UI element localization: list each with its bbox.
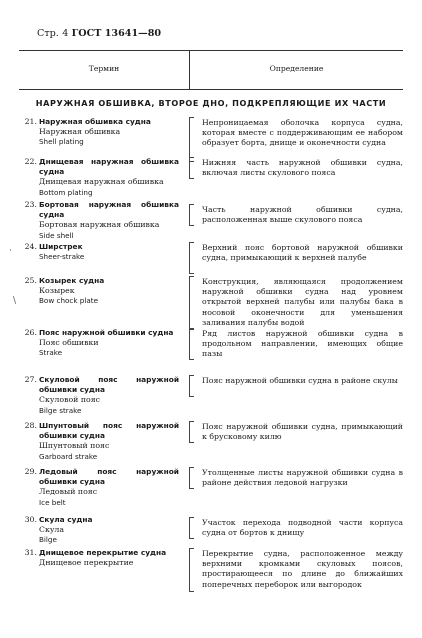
term-name: Днищевое перекрытие судна [39,548,167,557]
page-prefix: Стр. [37,28,59,39]
term-short: Шпунтовый пояс [39,441,110,451]
entry-number: 23. [24,200,37,209]
entry-number: 21. [24,117,37,126]
margin-mark: \ [13,296,17,306]
term-definition: Верхний пояс бортовой наружной обшивки судна, примыкающий к верхней палубе [202,243,403,263]
term-definition: Нижняя часть наружной обшивки судна, включая листы скулового пояса [202,158,403,178]
entry-number: 30. [24,515,37,524]
definition-cell [189,242,405,274]
definition-bracket [189,242,194,274]
definition-cell [189,117,405,162]
term-definition: Часть наружной обшивки судна, расположенная выше скулового пояса [202,205,403,225]
page-number: 4 [62,28,69,39]
table-header [19,50,403,90]
term-short: Пояс обшивки [39,338,99,348]
term-short: Днищевая наружная обшивка [39,177,164,187]
definition-cell [189,548,405,592]
definition-cell [189,421,405,443]
term-english: Shell plating [39,137,84,147]
definition-bracket [189,157,194,179]
term-english: Bilge strake [39,405,82,415]
term-cell [39,515,179,546]
definition-cell [189,157,405,179]
definition-bracket [189,421,194,443]
term-short: Скула [39,525,65,535]
term-cell [39,421,179,462]
definition-bracket [189,548,194,592]
term-name: Пояс наружной обшивки судна [39,328,174,337]
term-english: Bow chock plate [39,296,98,306]
column-header-term: Термин [88,64,120,73]
term-cell [39,375,179,416]
definition-cell [189,328,405,360]
column-header-definition: Определение [269,64,324,73]
definition-cell [189,204,405,226]
document-code: ГОСТ 13641—80 [71,28,162,39]
term-cell [39,200,179,241]
term-definition: Перекрытие судна, расположенное между верхними кромками скуловых поясов, простирающееся по длине до ближайших поперечных переборок или выгородок [202,549,403,589]
term-short: Козырек [39,286,75,296]
definition-cell [189,517,405,539]
entry-number: 29. [24,467,37,476]
section-title: НАРУЖНАЯ ОБШИВКА, ВТОРОЕ ДНО, ПОДКРЕПЛЯЮЩИЕ ИХ ЧАСТИ [35,98,387,108]
definition-bracket [189,517,194,539]
term-english: Side shell [39,230,74,240]
term-cell [39,242,179,262]
term-definition: Конструкция, являющаяся продолжением наружной обшивки судна над уровнем открытой верхней палубы или палубы бака в носовой оконечности для уменьшения заливания палубы водой [202,277,403,327]
definition-bracket [189,467,194,489]
entry-number: 27. [24,375,37,384]
term-definition: Пояс наружной обшивки судна, примыкающий к брусковому килю [202,422,403,442]
definition-bracket [189,276,194,330]
term-english: Strake [39,348,63,358]
entry-number: 24. [24,242,37,251]
definition-bracket [189,375,194,397]
term-name: Наружная обшивка судна [39,117,151,126]
entry-number: 26. [24,328,37,337]
definition-cell [189,467,405,489]
term-english: Bottom plating [39,187,93,197]
term-short: Ледовый пояс [39,487,98,497]
page-header [37,28,161,39]
definition-bracket [189,328,194,360]
definition-bracket [189,117,194,162]
entry-number: 22. [24,157,37,166]
term-cell [39,276,179,307]
term-definition: Пояс наружной обшивки судна в районе скулы [202,376,398,385]
term-name: Ледовый пояс наружной обшивки судна [39,467,179,487]
margin-mark: · [9,246,12,256]
term-name: Днищевая наружная обшивка судна [39,157,179,177]
term-short: Днищевое перекрытие [39,558,134,568]
term-short: Бортовая наружная обшивка [39,220,160,230]
term-cell [39,548,179,568]
entry-number: 25. [24,276,37,285]
term-english: Garboard strake [39,451,98,461]
term-english: Sheer-strake [39,252,85,262]
term-name: Бортовая наружная обшивка судна [39,200,179,220]
term-definition: Участок перехода подводной части корпуса судна от бортов к днищу [202,518,403,538]
term-cell [39,467,179,508]
definition-cell [189,375,405,397]
entry-number: 31. [24,548,37,557]
term-english: Bilge [39,535,57,545]
term-name: Скуловой пояс наружной обшивки судна [39,375,179,395]
term-cell [39,157,179,198]
term-english: Ice belt [39,497,66,507]
term-definition: Ряд листов наружной обшивки судна в продольном направлении, имеющих общие пазы [202,329,403,359]
term-name: Шпунтовый пояс наружной обшивки судна [39,421,179,441]
definition-cell [189,276,405,330]
term-definition: Непроницаемая оболочка корпуса судна, которая вместе с поддерживающим ее набором образует борта, днище и оконечности судна [202,118,403,148]
term-name: Козырек судна [39,276,105,285]
definition-bracket [189,204,194,226]
term-definition: Утолщенные листы наружной обшивки судна в районе действия ледовой нагрузки [202,468,403,488]
term-cell [39,328,179,359]
entry-number: 28. [24,421,37,430]
term-short: Наружная обшивка [39,127,121,137]
term-name: Скула судна [39,515,93,524]
term-name: Ширстрек [39,242,83,251]
term-cell [39,117,179,148]
term-short: Скуловой пояс [39,395,101,405]
